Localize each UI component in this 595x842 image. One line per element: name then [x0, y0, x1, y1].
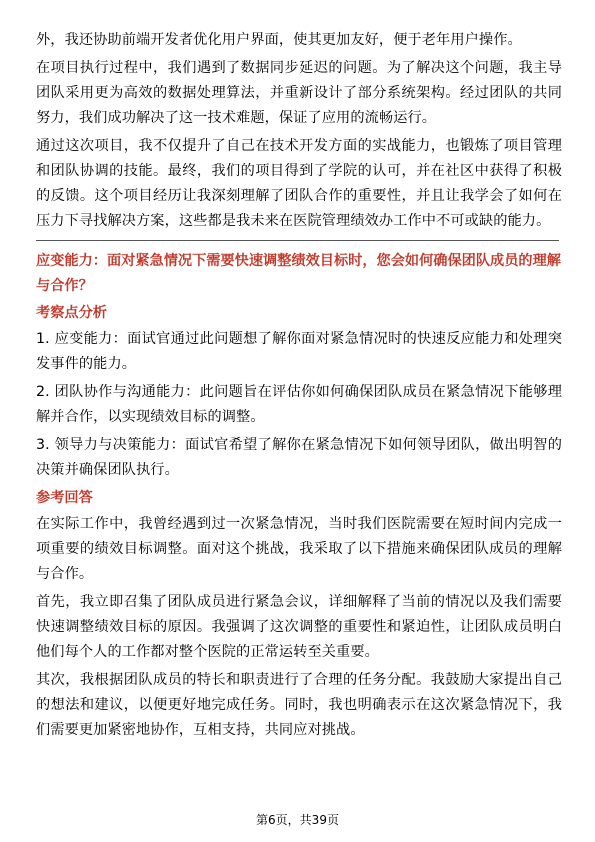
- page-number-footer: 第6页，共39页: [256, 813, 339, 827]
- analysis-item: 1. 应变能力：面试官通过此问题想了解你面对紧急情况时的快速反应能力和处理突发事件的能力。: [36, 331, 562, 372]
- answer-paragraph: 在实际工作中，我曾经遇到过一次紧急情况，当时我们医院需要在短时间内完成一项重要的绩效目标调整。面对这个挑战，我采取了以下措施来确保团队成员的理解与合作。: [36, 516, 562, 582]
- analysis-title: 考察点分析: [36, 305, 107, 321]
- document-page: [36, 28, 562, 746]
- analysis-item: 2. 团队协作与沟通能力：此问题旨在评估你如何确保团队成员在紧急情况下能够理解并合作，以实现绩效目标的调整。: [36, 384, 562, 425]
- question-heading: 应变能力：面对紧急情况下需要快速调整绩效目标时，您会如何确保团队成员的理解与合作？: [36, 253, 561, 294]
- body-paragraph: 外，我还协助前端开发者优化用户界面，使其更加友好，便于老年用户操作。: [36, 32, 522, 48]
- analysis-item: 3. 领导力与决策能力：面试官希望了解你在紧急情况下如何领导团队，做出明智的决策并确保团队执行。: [36, 437, 562, 478]
- body-paragraph: 在项目执行过程中，我们遇到了数据同步延迟的问题。为了解决这个问题，我主导团队采用更为高效的数据处理算法，并重新设计了部分系统架构。经过团队的共同努力，我们成功解决了这一技术难题，保证了应用的流畅运行。: [36, 60, 562, 126]
- section-divider: [36, 240, 559, 241]
- answer-paragraph: 其次，我根据团队成员的特长和职责进行了合理的任务分配。我鼓励大家提出自己的想法和建议，以便更好地完成任务。同时，我也明确表示在这次紧急情况下，我们需要更加紧密地协作，互相支持，共同应对挑战。: [36, 672, 562, 738]
- answer-title: 参考回答: [36, 490, 93, 506]
- body-paragraph: 通过这次项目，我不仅提升了自己在技术开发方面的实战能力，也锻炼了项目管理和团队协调的技能。最终，我们的项目得到了学院的认可，并在社区中获得了积极的反馈。这个项目经历让我深刻理解了团队合作的重要性，并且让我学会了如何在压力下寻找解决方案，这些都是我未来在医院管理绩效办工作中不可或缺的能力。: [36, 138, 562, 229]
- answer-paragraph: 首先，我立即召集了团队成员进行紧急会议，详细解释了当前的情况以及我们需要快速调整绩效目标的原因。我强调了这次调整的重要性和紧迫性，让团队成员明白他们每个人的工作都对整个医院的正常运转至关重要。: [36, 594, 562, 660]
